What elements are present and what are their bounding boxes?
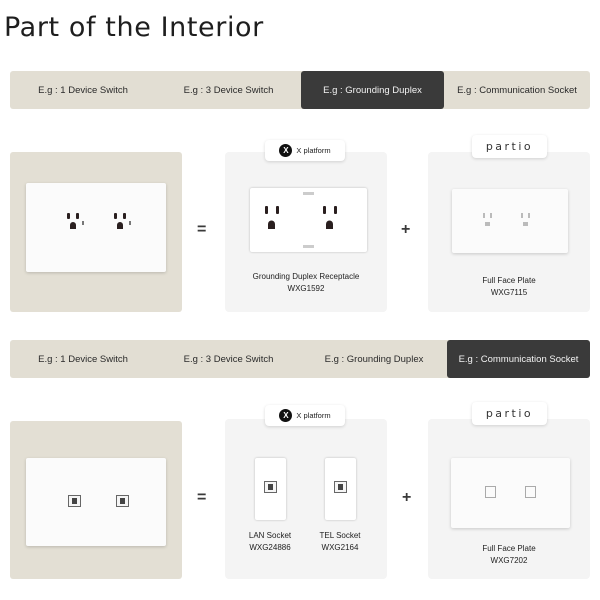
plate-port-cutout-icon	[525, 486, 536, 498]
assembled-product-panel	[10, 421, 182, 579]
tel-name: TEL Socket	[319, 531, 361, 540]
plate-code: WXG7115	[490, 288, 528, 297]
full-face-plate-communication	[451, 458, 570, 528]
partio-logo: partio	[485, 407, 534, 420]
plate-caption	[428, 543, 590, 567]
grounding-duplex-receptacle-module	[250, 188, 367, 252]
tab-communication-socket[interactable]: E.g : Communication Socket	[447, 340, 590, 378]
x-logo-icon: X	[279, 409, 292, 422]
partio-badge	[472, 402, 547, 425]
receptacle-name: Grounding Duplex Receptacle	[252, 272, 360, 281]
xplatform-badge	[265, 140, 345, 161]
plate-cutout-icon	[452, 189, 568, 253]
tab-1-device-switch[interactable]: E.g : 1 Device Switch	[38, 84, 128, 96]
receptacle-code: WXG1592	[287, 284, 325, 293]
tel-port-icon	[334, 481, 347, 493]
lan-code: WXG24886	[249, 543, 291, 552]
lan-caption	[230, 530, 310, 554]
plus-operator: +	[402, 489, 412, 506]
example-tabs-top	[10, 71, 590, 109]
x-logo-icon: X	[279, 144, 292, 157]
partio-badge	[472, 135, 547, 158]
tel-caption	[300, 530, 380, 554]
xplatform-label: X platform	[296, 146, 331, 155]
assembled-communication-plate	[26, 458, 166, 546]
assembled-product-panel	[10, 152, 182, 312]
tab-communication-socket[interactable]: E.g : Communication Socket	[457, 84, 577, 96]
plate-port-cutout-icon	[485, 486, 496, 498]
example-tabs-bottom	[10, 340, 590, 378]
equals-operator: =	[197, 221, 207, 238]
partio-logo: partio	[485, 140, 534, 153]
receptacle-icon	[250, 188, 367, 252]
tab-3-device-switch[interactable]: E.g : 3 Device Switch	[183, 84, 274, 96]
plus-operator: +	[401, 221, 411, 238]
duplex-socket-icon	[26, 183, 166, 272]
equals-operator: =	[197, 489, 207, 506]
tab-3-device-switch[interactable]: E.g : 3 Device Switch	[183, 353, 274, 365]
lan-port-icon	[264, 481, 277, 493]
receptacle-caption	[225, 271, 387, 295]
xplatform-badge	[265, 405, 345, 426]
plate-name: Full Face Plate	[482, 544, 536, 553]
lan-socket-module	[255, 458, 286, 520]
tel-socket-module	[325, 458, 356, 520]
tel-port-icon	[116, 495, 129, 507]
assembled-duplex-plate	[26, 183, 166, 272]
plate-caption	[428, 275, 590, 299]
lan-name: LAN Socket	[248, 531, 292, 540]
plate-name: Full Face Plate	[482, 276, 536, 285]
xplatform-label: X platform	[296, 411, 331, 420]
plate-code: WXG7202	[490, 556, 528, 565]
full-face-plate-duplex	[452, 189, 568, 253]
tab-1-device-switch[interactable]: E.g : 1 Device Switch	[38, 353, 128, 365]
xplatform-card	[225, 419, 387, 579]
lan-port-icon	[68, 495, 81, 507]
tab-grounding-duplex[interactable]: E.g : Grounding Duplex	[324, 353, 424, 365]
page-title: Part of the Interior	[4, 12, 264, 43]
tab-grounding-duplex[interactable]: E.g : Grounding Duplex	[301, 71, 444, 109]
tel-code: WXG2164	[321, 543, 359, 552]
